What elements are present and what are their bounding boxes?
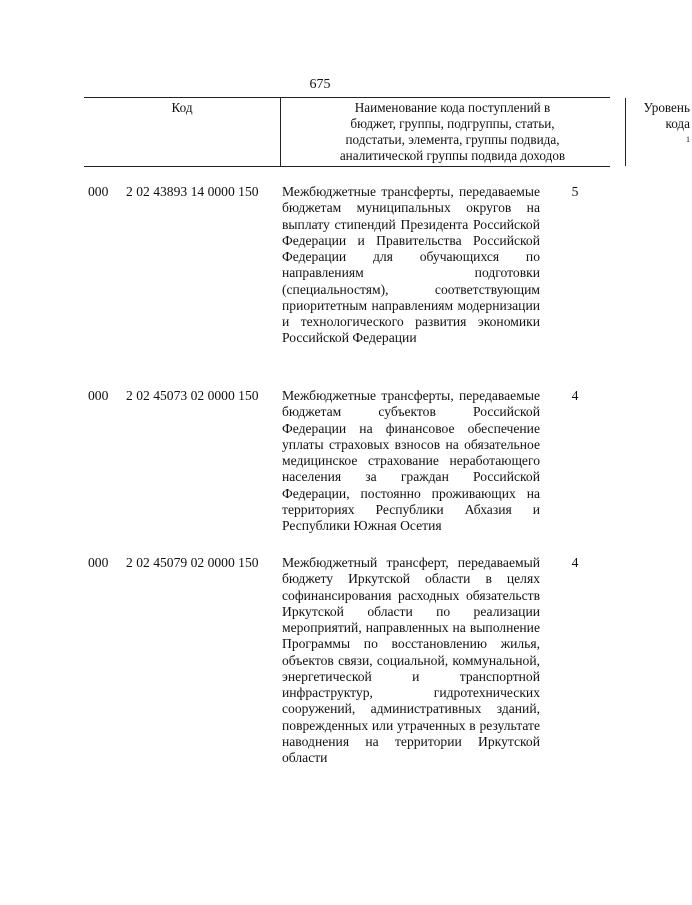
row-description: Межбюджетные трансферты, передаваемые бюджетам субъектов Российской Федерации на финансовое обеспечение уплаты страховых взносов на обязательное медицинское страхование неработающего населения за граждан Российской Федерации, постоянно проживающих на территориях Республики Абхазия и Республики Южная Осетия	[282, 388, 540, 533]
row-prefix: 000	[88, 184, 109, 199]
footnote-marker: 1	[686, 135, 690, 144]
page-number: 675	[309, 77, 331, 92]
row-code: 2 02 45073 02 0000 150	[126, 388, 259, 403]
header-level-line2	[625, 116, 690, 151]
header-name-line: Наименование кода поступлений в	[354, 100, 551, 115]
row-description: Межбюджетные трансферты, передаваемые бюджетам муниципальных округов на выплату стипендий Президента Российской Федерации и Правительства Российской Федерации для обучающихся по направлениям подготовки (специальностям), соответствующим приоритетным направлениям модернизации и технологического развития экономики Российской Федерации	[282, 184, 540, 346]
header-name-line: бюджет, группы, подгруппы, статьи,	[350, 116, 555, 131]
row-prefix: 000	[88, 388, 109, 403]
table-header	[84, 97, 690, 167]
header-code-cell	[84, 98, 281, 166]
row-description: Межбюджетный трансферт, передаваемый бюджету Иркутской области в целях софинансирования расходных обязательств Иркутской области по реализации мероприятий, направленных на выполнение Программы по восстановлению жилья, объектов связи, социальной, коммунальной, энергетической и транспортной инфраструктур, гидротехнических сооружений, административных зданий, поврежденных или утраченных в результате наводнения на территории Иркутской области	[282, 555, 540, 765]
header-name-line: аналитической группы подвида доходов	[339, 148, 566, 163]
header-code-label: Код	[171, 100, 193, 115]
row-code: 2 02 45079 02 0000 150	[126, 555, 259, 570]
row-level: 4	[571, 555, 579, 570]
header-name-line: подстатьи, элемента, группы подвида,	[345, 132, 560, 147]
row-code: 2 02 43893 14 0000 150	[126, 184, 259, 199]
row-prefix: 000	[88, 555, 109, 570]
header-level-cell	[625, 98, 692, 166]
row-level: 5	[571, 184, 579, 199]
row-level: 4	[571, 388, 579, 403]
header-level-line1: Уровень	[643, 100, 690, 115]
header-name-cell	[280, 98, 626, 166]
header-level-label: кода	[665, 116, 690, 131]
